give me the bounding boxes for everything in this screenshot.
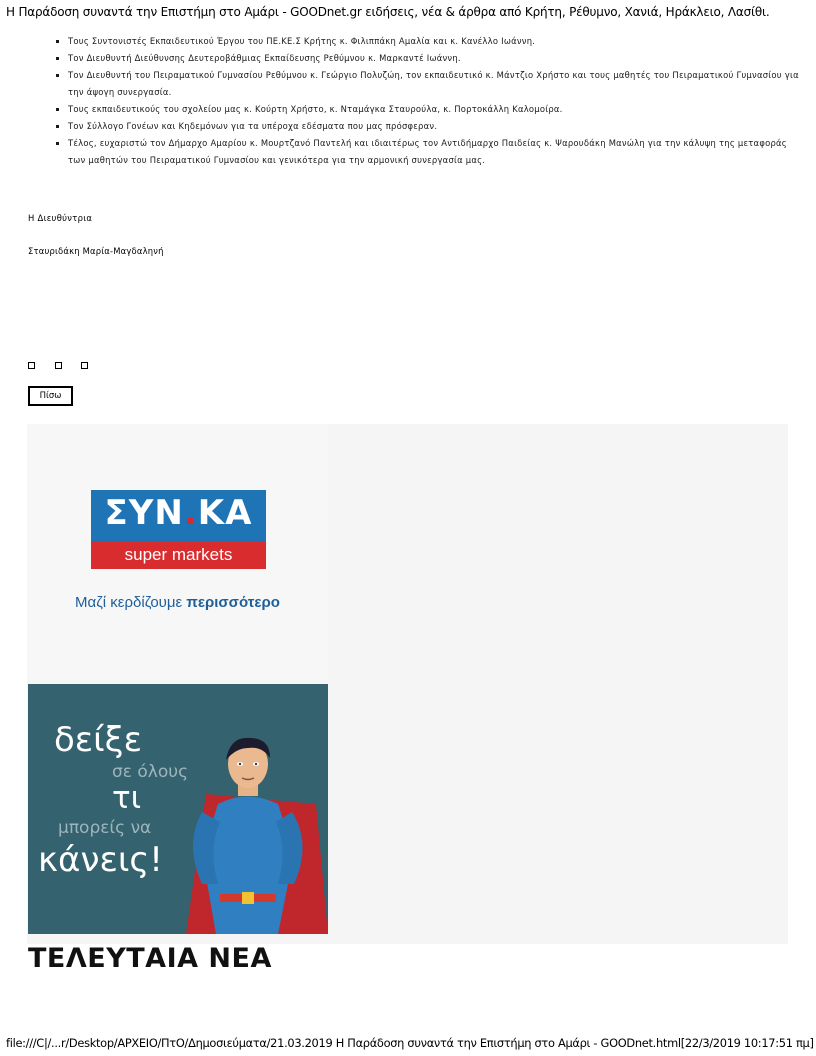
hero-ad-line-5: κάνεις!	[38, 840, 163, 880]
list-item: ▪ Τον Σύλλογο Γονέων και Κηδεμόνων για τα υπέροχα εδέσματα που μας πρόσφεραν.	[68, 118, 806, 135]
list-item: ▪ Τέλος, ευχαριστώ τον Δήμαρχο Αμαρίου κ. Μουρτζανό Παντελή και ιδιαιτέρως τον Αντιδήμαρχο Παιδείας κ. Ψαρουδάκη Μανώλη για την κάλυψη της μεταφοράς των μαθητών του Πειραματικού Γυμνασίου και γενικότερα για την αρμονική συνεργασία μας.	[68, 135, 806, 169]
signature-name: Σταυριδάκη Μαρία-Μαγδαληνή	[28, 246, 164, 256]
list-item: ▪ Τους Συντονιστές Εκπαιδευτικού Έργου του ΠΕ.ΚΕ.Σ Κρήτης κ. Φιλιππάκη Αμαλία και κ. Κανέλλο Ιωάννη.	[68, 33, 806, 50]
acknowledgements-list	[50, 33, 806, 169]
synka-logo	[91, 493, 266, 533]
superhero-illustration-icon	[166, 734, 328, 934]
hero-ad-line-1: δείξε	[54, 720, 143, 760]
list-item: ▪ Τον Διευθυντή Διεύθυνσης Δευτεροβάθμιας Εκπαίδευσης Ρεθύμνου κ. Μαρκαντέ Ιωάννη.	[68, 50, 806, 67]
list-item: ▪ Τον Διευθυντή του Πειραματικού Γυμνασίου Ρεθύμνου κ. Γεώργιο Πολυζώη, τον εκπαιδευτικό κ. Μάντζιο Χρήστο και τους μαθητές του Πειραματικού Γυμνασίου για την άψογη συνεργασία.	[68, 67, 806, 101]
synka-subtitle: super markets	[91, 541, 266, 569]
synka-brand-left: ΣΥΝ	[104, 493, 184, 533]
synka-tagline-plain: Μαζί κερδίζουμε	[75, 594, 183, 611]
synka-brand-right: ΚΑ	[197, 493, 253, 533]
share-square-icon[interactable]	[28, 362, 35, 369]
back-button[interactable]: Πίσω	[28, 386, 73, 406]
hero-ad-banner[interactable]	[28, 684, 328, 934]
print-footer-path: file:///C|/...r/Desktop/ΑΡΧΕΙΟ/ΠτΟ/Δημοσιεύματα/21.03.2019 Η Παράδοση συναντά την Επιστήμη στο Αμάρι - GOODnet.html[22/3/2019 10:17:51 πμ]	[6, 1036, 814, 1050]
synka-ad-banner[interactable]	[27, 424, 328, 680]
synka-brand-dot: .	[183, 493, 198, 533]
synka-tagline	[27, 594, 328, 611]
hero-ad-line-4: μπορείς να	[58, 818, 152, 838]
synka-logo-box	[91, 490, 266, 541]
list-item: ▪ Τους εκπαιδευτικούς του σχολείου μας κ. Κούρτη Χρήστο, κ. Νταμάγκα Σταυρούλα, κ. Πορτοκάλλη Καλομοίρα.	[68, 101, 806, 118]
latest-news-heading: ΤΕΛΕΥΤΑΙΑ ΝΕΑ	[28, 943, 272, 974]
signature-role: Η Διευθύντρια	[28, 213, 93, 223]
share-square-icon[interactable]	[81, 362, 88, 369]
share-square-icon[interactable]	[55, 362, 62, 369]
synka-tagline-bold: περισσότερο	[186, 594, 280, 611]
hero-ad-line-3: τι	[112, 780, 142, 816]
hero-ad-line-2: σε όλους	[112, 762, 189, 782]
page-header-title: Η Παράδοση συναντά την Επιστήμη στο Αμάρι - GOODnet.gr ειδήσεις, νέα & άρθρα από Κρήτη, Ρέθυμνο, Χανιά, Ηράκλειο, Λασίθι.	[6, 5, 770, 19]
